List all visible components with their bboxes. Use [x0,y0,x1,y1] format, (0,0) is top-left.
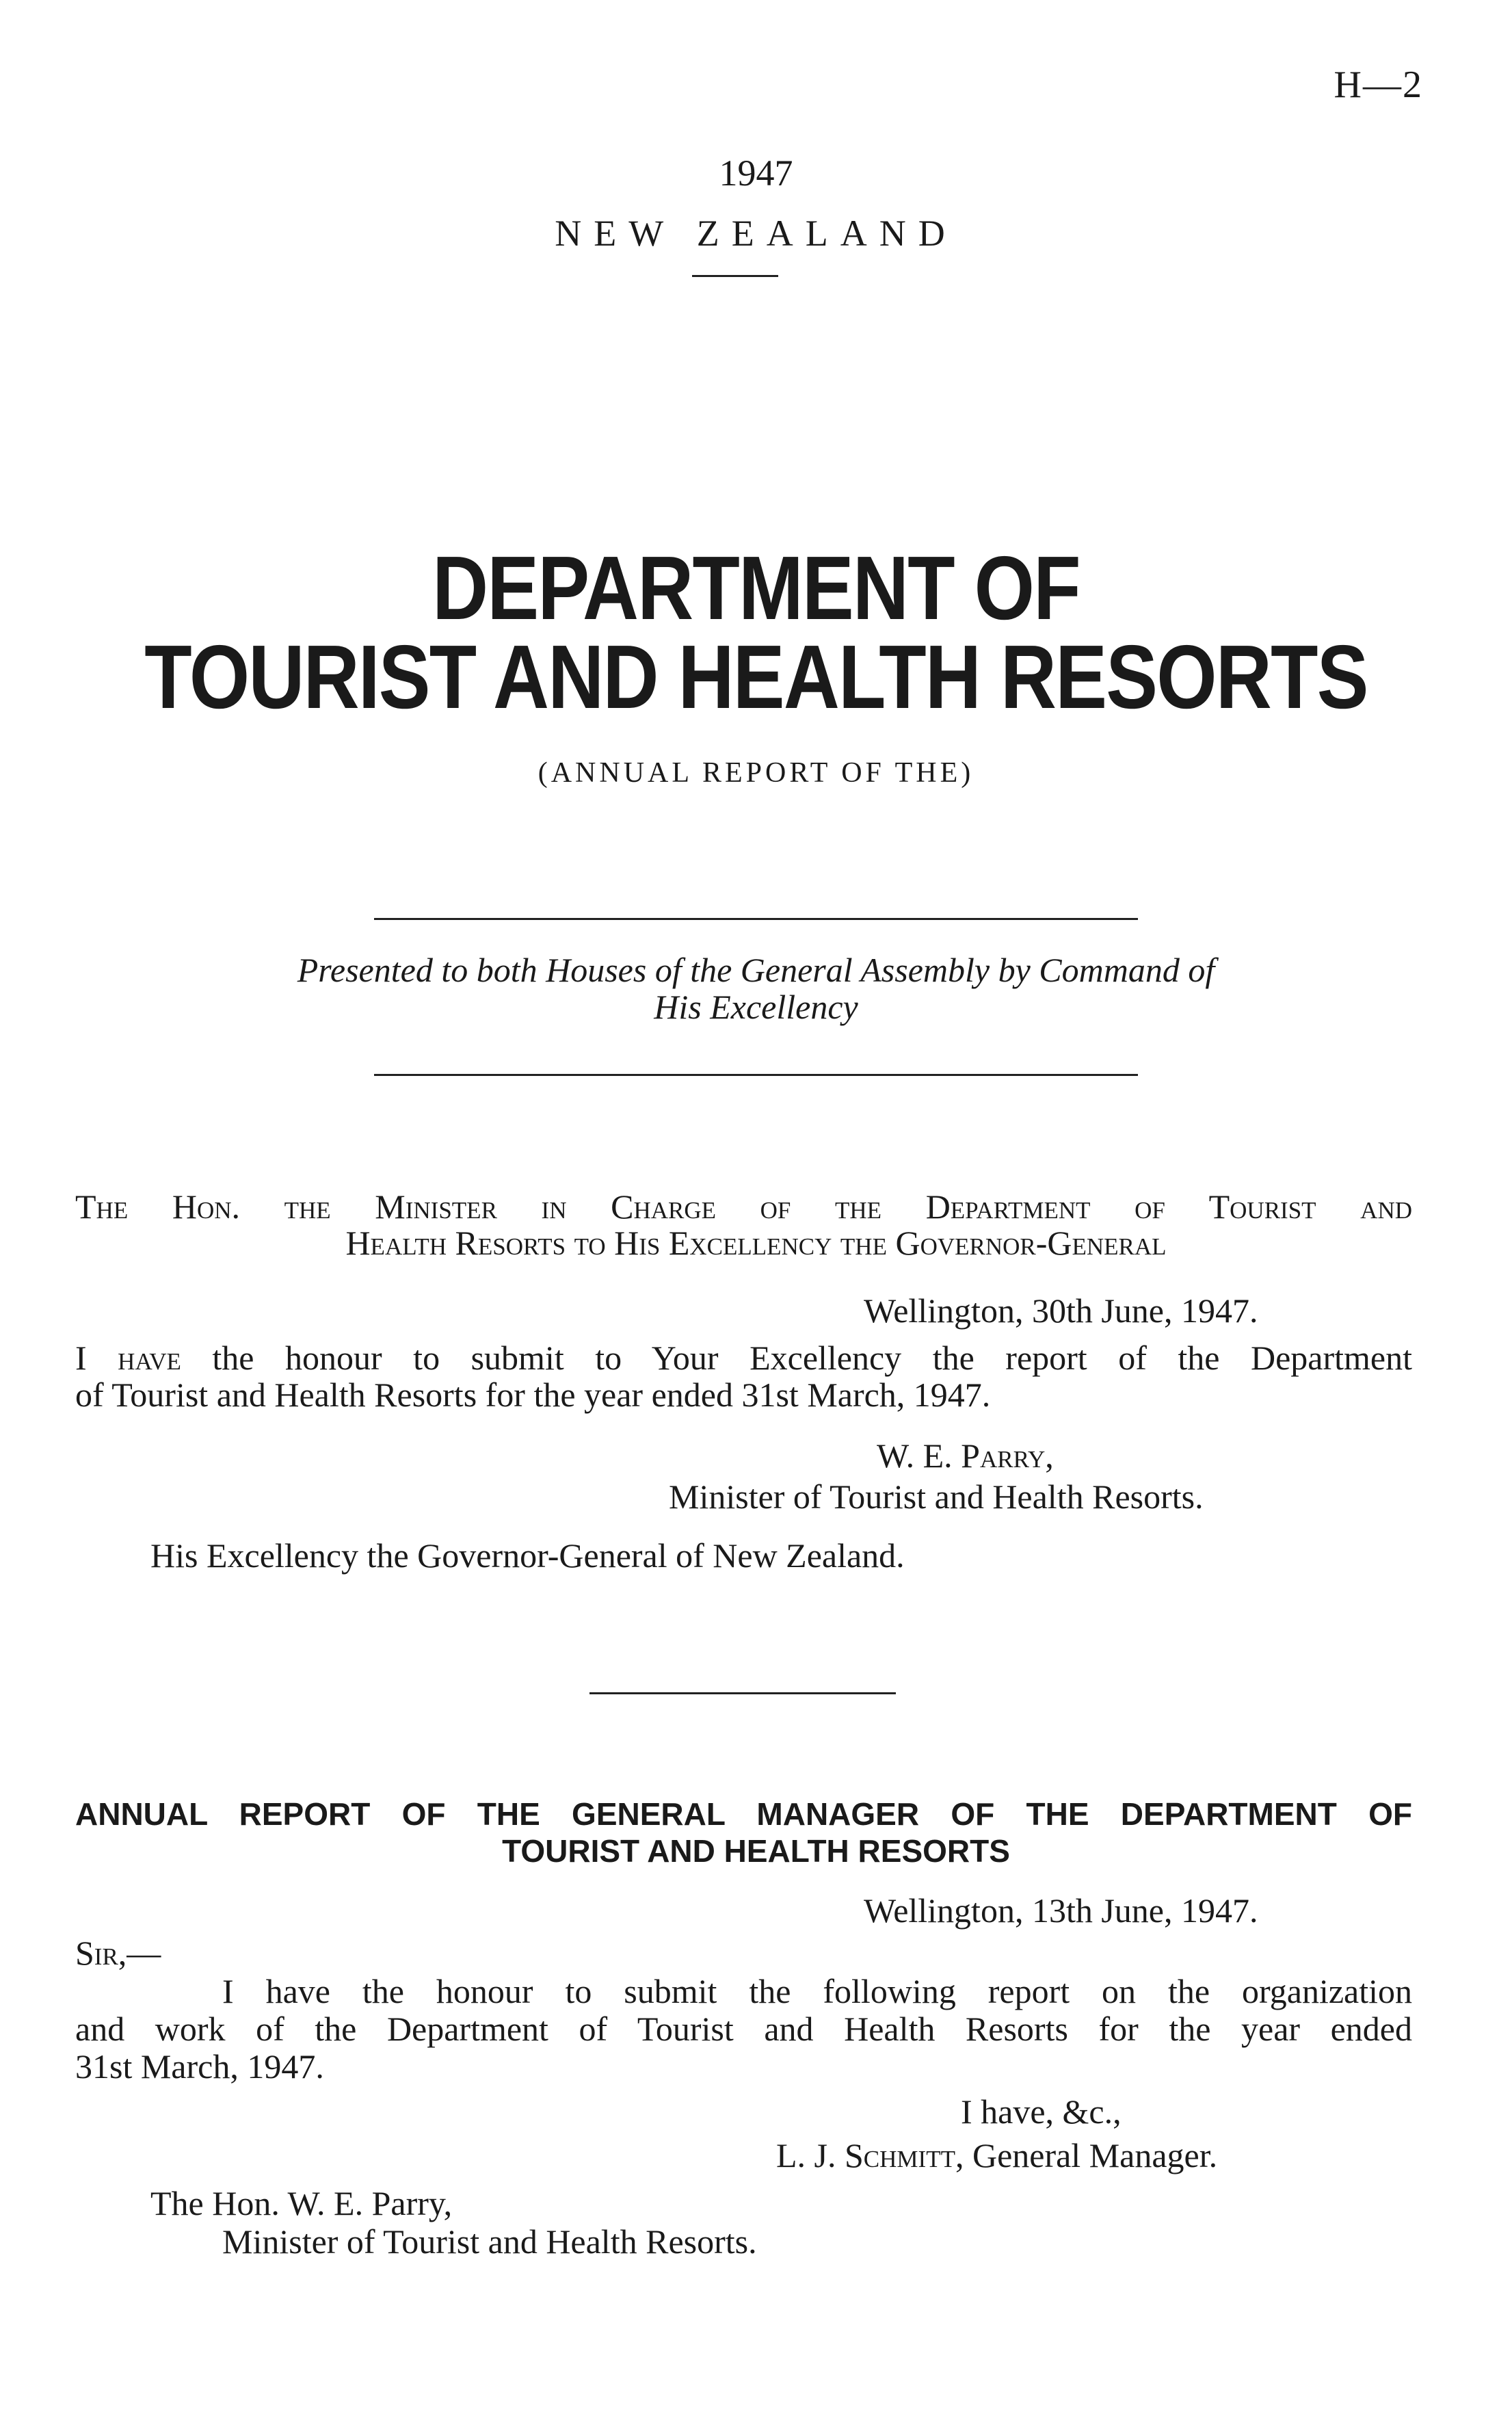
publication-year: 1947 [719,153,793,194]
minister-title: Minister of Tourist and Health Resorts. [669,1477,1204,1516]
page-subtitle: (ANNUAL REPORT OF THE) [538,757,974,789]
report-body-line1: I have the honour to submit the following report on the organization [222,1972,1412,2010]
page-title-line1: DEPARTMENT OF [432,538,1080,638]
report-addressee-line1: The Hon. W. E. Parry, [150,2184,453,2222]
presented-line1: Presented to both Houses of the General Assembly by Command of [297,951,1215,989]
minister-letter-lead: I have [75,1339,181,1377]
minister-letter-body-text: the honour to submit to Your Excellency the report of the Department [212,1339,1413,1377]
presented-line2: His Excellency [654,988,858,1026]
report-heading-line2: TOURIST AND HEALTH RESORTS [502,1833,1010,1869]
minister-surname: Parry, [961,1436,1054,1475]
minister-heading-line1: The Hon. the Minister in Charge of the Department of Tourist and [75,1187,1412,1226]
report-signature [776,2136,1217,2175]
report-addressee-line2: Minister of Tourist and Health Resorts. [222,2222,757,2261]
minister-letter-body-line1 [75,1337,1412,1378]
manager-initials: L. J. [776,2136,836,2174]
minister-heading-line2: Health Resorts to His Excellency the Governor-General [345,1224,1167,1262]
presented-top-divider [374,918,1138,920]
report-salutation: Sir,— [75,1934,161,1972]
report-date: Wellington, 13th June, 1947. [864,1891,1258,1930]
manager-title: General Manager. [972,2136,1218,2174]
minister-letter-body-line2: of Tourist and Health Resorts for the year ended 31st March, 1947. [75,1376,991,1414]
page-title-line2: TOURIST AND HEALTH RESORTS [144,627,1368,727]
report-closing: I have, &c., [961,2092,1122,2131]
section-divider [589,1692,896,1694]
report-body-line3: 31st March, 1947. [75,2047,324,2086]
report-body-line2: and work of the Department of Tourist and Health Resorts for the year ended [75,2010,1412,2048]
document-code: H—2 [1334,64,1423,106]
minister-letter-addressee: His Excellency the Governor-General of New Zealand. [150,1536,905,1575]
header-divider [692,275,778,277]
minister-signature [877,1436,1054,1475]
report-heading-line1: ANNUAL REPORT OF THE GENERAL MANAGER OF THE DEPARTMENT OF [75,1796,1412,1832]
country-name: NEW ZEALAND [555,213,957,254]
presented-bottom-divider [374,1074,1138,1076]
minister-letter-date: Wellington, 30th June, 1947. [864,1291,1258,1330]
minister-initials: W. E. [877,1436,953,1475]
manager-surname: Schmitt, [845,2136,964,2174]
